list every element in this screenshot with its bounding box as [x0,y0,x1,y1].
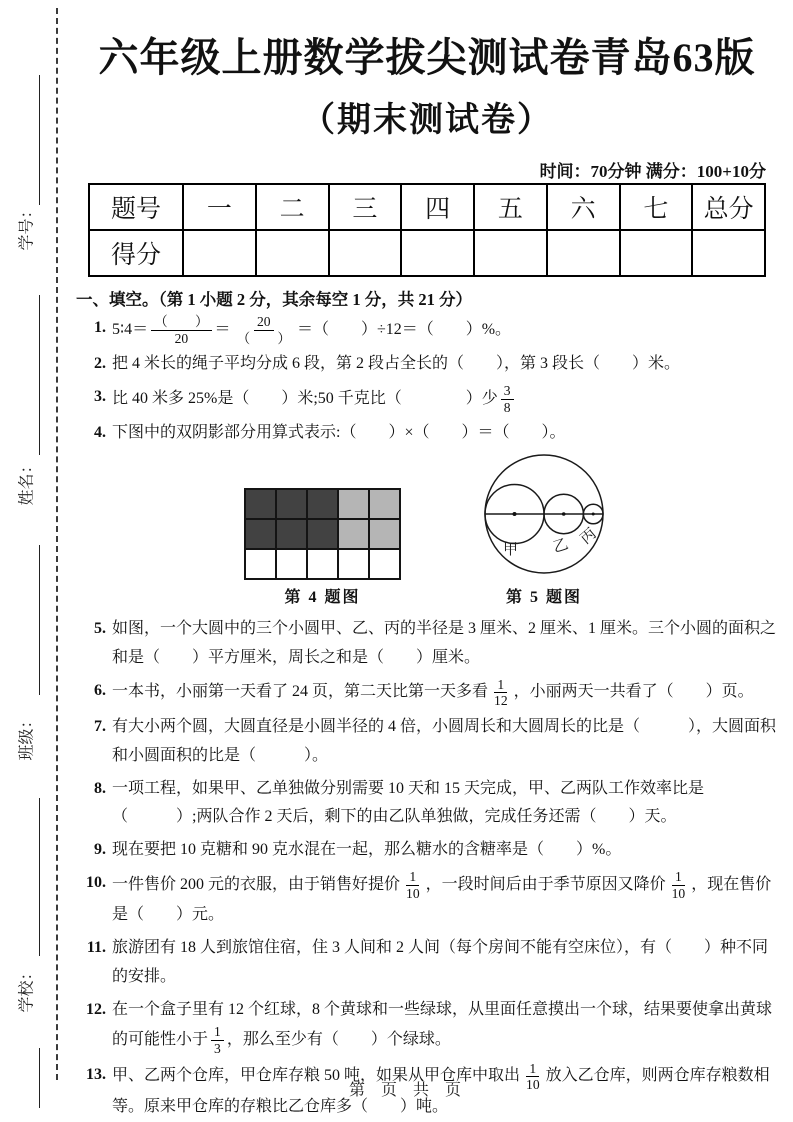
score-header-label: 题号 [89,184,183,230]
grid-cell-white [307,549,338,579]
page-title: 六年级上册数学拔尖测试卷青岛63版 [98,35,756,80]
question-text: 甲、乙两个仓库，甲仓库存粮 50 吨，如果从甲仓库中取出 $\frac{1}{10}$ 放入乙仓库，则两仓库存粮数相等。原来甲仓库的存粮比乙仓库多（ ）吨。 [112,1060,770,1115]
score-column-header: 三 [329,184,402,230]
sidebar-blank-line [39,1048,40,1108]
question-2 [76,350,776,379]
question5-figure [453,452,635,607]
fraction: $\frac{1}{10}$ [671,868,686,901]
grid-cell-dark [307,489,338,519]
question-text: 如图，一个大圆中的三个小圆甲、乙、丙的半径是 3 厘米、2 厘米、1 厘米。三个小圆的面积之和是（ ）平方厘米，周长之和是（ ）厘米。 [112,620,777,666]
score-value-row [89,230,765,276]
question-number: 3. [94,388,106,406]
page-subtitle: （期末测试卷） [301,102,553,139]
question-number: 7. [94,717,106,735]
question4-figure-caption: 第 4 题图 [284,589,361,607]
sidebar-label-name: 姓名： [18,457,36,506]
label-yi: 乙 [551,536,571,557]
fraction: $\frac{1}{10}$ [406,868,420,901]
sidebar-blank-line [39,545,40,695]
question-text: 有大小两个圆，大圆直径是小圆半径的 4 倍，小圆周长和大圆周长的比是（ ），大圆面积和小圆面积的比是（ ）。 [112,717,777,764]
question-number: 2. [94,355,106,373]
sidebar-blank-line [39,295,40,455]
question-number: 4. [94,424,106,442]
score-column-header: 六 [547,184,620,230]
fraction: $\frac{( )}{20}$ [151,314,211,346]
fraction: $\frac{20}{( )}$ [236,314,291,346]
question-text: 比 40 米多 25%是（ ）米;50 千克比（ ）少 $\frac{3}{8}$ [112,390,517,407]
question-11 [76,934,776,992]
score-row-label: 得分 [89,230,183,276]
questions-5-13 [76,615,776,1122]
question-text: 一件售价 200 元的衣服，由于销售好提价 $\frac{1}{10}$ ，一段时间后由于季节原因又降价 $\frac{1}{10}$ ，现在售价是（ ）元。 [112,868,772,924]
question-9 [76,836,776,865]
score-cell-empty [183,230,256,276]
question-text: 旅游团有 18 人到旅馆住宿，住 3 人间和 2 人间（每个房间不能有空床位），有（ ）种不同的安排。 [112,938,769,985]
score-column-header: 七 [620,184,693,230]
binding-cut-line [56,8,58,1080]
score-column-header: 五 [474,184,547,230]
score-cell-empty [692,230,765,276]
center-dot-jia [513,512,517,516]
fraction: $\frac{3}{8}$ [501,383,514,415]
score-header-row [89,184,765,230]
grid-cell-dark [245,489,276,519]
grid-cell-light [369,519,400,549]
sidebar-blank-line [39,75,40,205]
score-cell-empty [547,230,620,276]
question-number: 13. [86,1065,106,1083]
grid-cell-light [338,489,369,519]
label-bing: 丙 [577,525,600,548]
question-text: 把 4 米长的绳子平均分成 6 段，第 2 段占全长的（ ），第 3 段长（ ）米。 [112,355,681,373]
page-footer: 第 页 共 页 [348,1082,467,1099]
question-text: 在一个盒子里有 12 个红球，8 个黄球和一些绿球，从里面任意摸出一个球，结果要使拿出黄球的可能性小于 $\frac{1}{3}$ ，那么至少有（ ）个绿球。 [112,1000,773,1056]
question4-figure [244,488,401,607]
score-cell-empty [256,230,329,276]
section-title: 一、填空。（第 1 小题 2 分，其余每空 1 分，共 21 分） [76,290,472,309]
question-number: 8. [94,779,106,797]
score-column-header: 一 [183,184,256,230]
grid-cell-white [338,549,369,579]
fraction: $\frac{1}{12}$ [494,676,508,709]
grid-cell-dark [307,519,338,549]
fraction: $\frac{1}{3}$ [211,1024,224,1056]
grid-figure-table [244,488,401,580]
grid-cell-dark [245,519,276,549]
questions-section [76,286,776,1122]
question5-figure-caption: 第 5 题图 [505,589,582,607]
question-10 [76,869,776,930]
question-text: 一项工程，如果甲、乙单独做分别需要 10 天和 15 天完成，甲、乙两队工作效率比是（ ）;两队合作 2 天后，剩下的由乙队单独做，完成任务还需（ ）天。 [112,779,705,826]
score-cell-empty [401,230,474,276]
question-text: 5∶4＝ $\frac{( )}{20}$ ＝ $\frac{20}{( )}$ ＝（ ）÷12＝（ ）%。 [112,314,512,346]
question-number: 12. [86,1000,106,1018]
grid-cell-light [369,489,400,519]
question-number: 6. [94,681,106,699]
label-jia: 甲 [503,542,519,559]
sidebar-label-student-id: 学号： [18,202,36,251]
question-8 [76,775,776,833]
question-text: 一本书，小丽第一天看了 24 页，第二天比第一天多看 $\frac{1}{12}$ ，小丽两天一共看了（ ）页。 [112,676,754,709]
question-number: 9. [94,841,106,859]
question-5 [76,615,776,673]
question-text: 现在要把 10 克糖和 90 克水混在一起，那么糖水的含糖率是（ ）%。 [112,841,622,859]
score-column-header: 四 [401,184,474,230]
fraction: $\frac{1}{10}$ [526,1060,540,1093]
question-text: 下图中的双阴影部分用算式表示:（ ）×（ ）＝（ ）。 [112,424,566,442]
grid-cell-white [245,549,276,579]
grid-cell-dark [276,489,307,519]
time-score-info: 时间：70分钟 满分：100+10分 [539,162,766,181]
question-number: 11. [86,938,106,956]
question-1 [76,314,776,346]
question-number: 1. [94,319,106,336]
grid-cell-dark [276,519,307,549]
grid-cell-light [338,519,369,549]
questions-1-4 [76,314,776,448]
score-table [88,183,766,277]
sidebar-label-school: 学校： [18,964,36,1013]
grid-cell-white [369,549,400,579]
figures-row [76,452,776,607]
question-7 [76,713,776,771]
sidebar-blank-line [39,798,40,956]
question-4 [76,419,776,448]
score-cell-empty [329,230,402,276]
question-number: 10. [86,873,106,891]
center-dot-bing [592,513,595,516]
question-3 [76,383,776,415]
grid-cell-white [276,549,307,579]
score-cell-empty [620,230,693,276]
question-6 [76,677,776,709]
question-number: 5. [94,620,106,638]
score-cell-empty [474,230,547,276]
score-column-header: 总分 [692,184,765,230]
center-dot-yi [562,512,566,516]
circles-figure [453,452,635,580]
score-column-header: 二 [256,184,329,230]
sidebar-label-class: 班级： [18,712,36,761]
question-12 [76,996,776,1057]
